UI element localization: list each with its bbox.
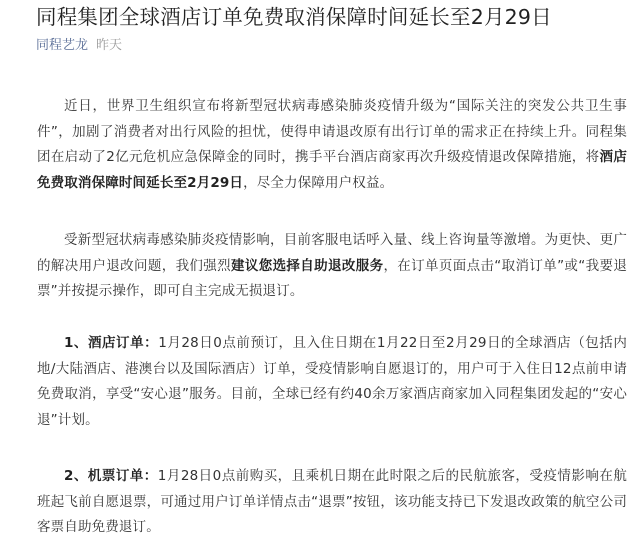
paragraph-2-text-2: ，在订单页面点击“取消订单”或“我要退票”并按提示操作，即可自主完成无损退订。 <box>37 257 627 299</box>
paragraph-flight-orders <box>37 464 627 541</box>
paragraph-2 <box>37 228 627 305</box>
article-title: 同程集团全球酒店订单免费取消保障时间延长至2月29日 <box>36 5 552 29</box>
paragraph-1-text-2: ，尽全力保障用户权益。 <box>243 174 394 191</box>
paragraph-2-bold: 建议您选择自助退改服务 <box>231 257 384 274</box>
flight-orders-text: 1月28日0点前购买，且乘机日期在此时限之后的民航旅客，受疫情影响在航班起飞前自愿退票，可通过用户订单详情点击“退票”按钮，该功能支持已下发退改政策的航空公司客票自助免费退订。 <box>37 468 627 535</box>
hotel-orders-label: 1、酒店订单： <box>64 335 159 351</box>
paragraph-1-text-1: 近日，世界卫生组织宣布将新型冠状病毒感染肺炎疫情升级为“国际关注的突发公共卫生事件”，加剧了消费者对出行风险的担忧，使得申请退改原有出行订单的需求正在持续上升。同程集团在启动了2亿元危机应急保障金的同时，携手平台酒店商家再次升级疫情退改保障措施，将 <box>37 98 627 165</box>
paragraph-hotel-orders <box>37 331 627 433</box>
article-meta <box>36 36 122 56</box>
paragraph-1-bold: 酒店免费取消保障时间延长至2月29日 <box>37 149 627 191</box>
source-link[interactable]: 同程艺龙 <box>36 38 89 53</box>
hotel-orders-text: 1月28日0点前预订，且入住日期在1月22日至2月29日的全球酒店（包括内地/大陆酒店、港澳台以及国际酒店）订单，受疫情影响自愿退订的，用户可于入住日12点前申请免费取消，享受“安心退”服务。目前，全球已经有约40余万家酒店商家加入同程集团发起的“安心退”计划。 <box>37 335 627 428</box>
publish-time: 昨天 <box>96 38 123 53</box>
paragraph-1 <box>37 94 627 196</box>
paragraph-2-text-1: 受新型冠状病毒感染肺炎疫情影响，目前客服电话呼入量、线上咨询量等激增。为更快、更广的解决用户退改问题，我们强烈 <box>37 232 627 274</box>
flight-orders-label: 2、机票订单： <box>64 468 158 484</box>
